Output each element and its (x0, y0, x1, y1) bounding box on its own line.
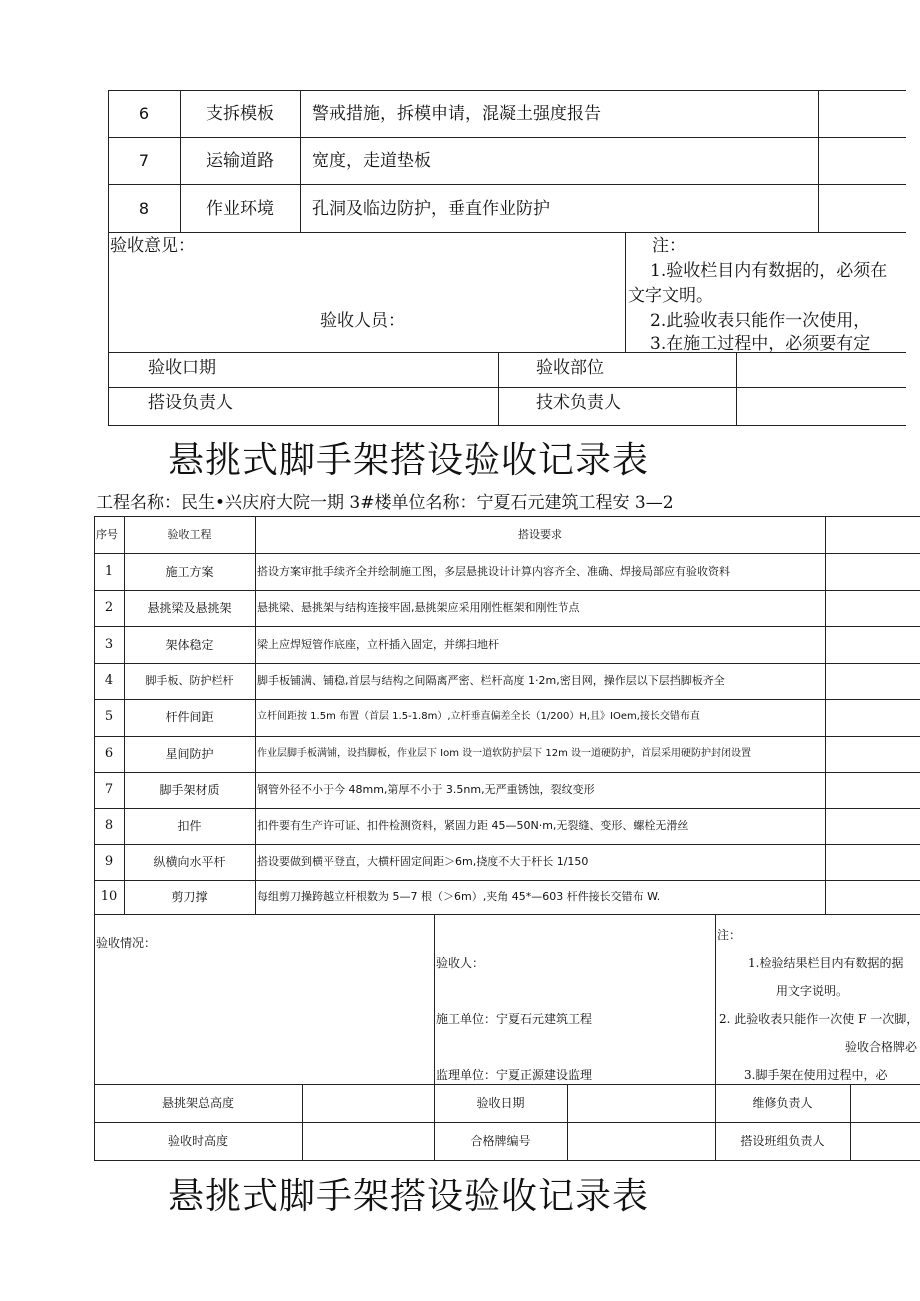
row-item: 纵横向水平杆 (153, 855, 226, 869)
acceptance-location-label: 验收部位 (536, 358, 604, 378)
row-number: 3 (104, 637, 114, 652)
note-line: 3.在施工过程中，必须要有定 (650, 334, 871, 354)
project-name-line: 工程名称：民生•兴庆府大院一期 3#楼单位名称：宁夏石元建筑工程安 3—2 (96, 493, 674, 513)
inspection-label: 验收情况： (96, 936, 157, 950)
row-item: 施工方案 (165, 565, 214, 579)
row-item: 脚手板、防护栏杆 (145, 674, 234, 687)
row-requirement: 警戒措施，拆模申请，混凝土强度报告 (312, 104, 601, 124)
col-header-number: 序号 (96, 528, 118, 541)
notes-heading: 注： (717, 928, 742, 942)
row-number: 4 (104, 673, 114, 688)
section-title: 悬挑式脚手架搭设验收记录表 (168, 440, 650, 481)
row-requirement: 扣件要有生产许可证、扣件检测资料，紧固力距 45—50N·m,无裂缝、变形、螺栓无滑丝 (257, 819, 689, 832)
row-number: 8 (138, 199, 150, 218)
row-item: 架体稳定 (165, 638, 214, 652)
acceptance-date-label: 验收日期 (476, 1096, 525, 1110)
total-height-label: 悬挑架总高度 (161, 1096, 234, 1110)
row-requirement: 悬挑梁、悬挑架与结构连接牢固,悬挑架应采用刚性框架和刚性节点 (257, 601, 580, 614)
note-line: 验收合格牌必 (845, 1040, 918, 1054)
technical-in-charge-label: 技术负责人 (536, 393, 621, 413)
team-leader-label: 搭设班组负责人 (740, 1134, 825, 1148)
builder-in-charge-label: 搭设负责人 (148, 393, 233, 413)
note-line: 2.此验收表只能作一次使用， (650, 311, 871, 331)
row-requirement: 脚手板铺满、铺稳,首层与结构之间隔离严密、栏杆高度 1·2m,密目网，操作层以下层挡脚板齐全 (257, 674, 725, 687)
row-requirement: 作业层脚手板满铺，设挡脚板，作业层下 Iom 设一道软防护层下 12m 设一道硬防护，首层采用硬防护封闭设置 (257, 748, 751, 759)
row-number: 9 (104, 854, 114, 869)
inspector-label: 验收人员： (320, 311, 405, 331)
row-requirement: 宽度，走道垫板 (312, 151, 431, 171)
row-number: 8 (104, 818, 114, 833)
row-number: 7 (138, 151, 150, 170)
note-line: 用文字说明。 (776, 984, 849, 998)
row-requirement: 孔洞及临边防护，垂直作业防护 (312, 199, 550, 219)
row-number: 6 (138, 104, 150, 123)
row-requirement: 搭设要做到横平登直，大横杆固定间距＞6m,挠度不大于杆长 1/150 (257, 855, 589, 868)
row-item: 运输道路 (206, 151, 274, 171)
opinion-label: 验收意见： (110, 236, 195, 256)
row-item: 杆件间距 (165, 710, 214, 724)
row-requirement: 立杆间距按 1.5m 布置（首层 1.5-1.8m）,立杆垂直偏差全长（1/200）H,且》IOem,接长交错布直 (257, 711, 700, 722)
note-line: 3.脚手架在使用过程中，必 (744, 1068, 888, 1082)
note-line: 文字文明。 (628, 286, 713, 306)
row-item: 悬挑梁及悬挑架 (147, 601, 232, 615)
row-requirement: 钢管外径不小于今 48mm,第厚不小于 3.5nm,无严重锈蚀，裂纹变形 (257, 783, 595, 796)
row-requirement: 梁上应焊短管作底座，立杆插入固定，并绑扫地杆 (257, 638, 499, 651)
row-item: 星间防护 (165, 747, 214, 761)
inspector-label: 验收人： (436, 956, 485, 970)
row-number: 2 (104, 600, 114, 615)
col-header-item: 验收工程 (167, 528, 212, 541)
row-item: 支拆模板 (206, 104, 274, 124)
row-item: 脚手架材质 (159, 783, 220, 797)
row-number: 5 (104, 709, 114, 724)
notes-heading: 注： (652, 236, 686, 256)
row-item: 作业环境 (206, 199, 274, 219)
row-requirement: 每组剪刀操跨越立杆根数为 5—7 根（＞6m）,夹角 45*—603 杆件接长交错布 W. (257, 890, 661, 903)
note-line: 1.验收栏目内有数据的，必须在 (650, 261, 888, 281)
acceptance-height-label: 验收时高度 (167, 1134, 228, 1148)
acceptance-date-label: 验收口期 (148, 358, 216, 378)
row-requirement: 搭设方案审批手续齐全并绘制施工图，多层悬挑设计计算内容齐全、准确、焊接局部应有验收资料 (257, 565, 730, 578)
maintenance-person-label: 维修负责人 (752, 1096, 813, 1110)
col-header-requirement: 搭设要求 (518, 528, 562, 541)
row-number: 7 (104, 782, 114, 797)
row-number: 10 (100, 889, 118, 904)
row-item: 剪刀撑 (171, 890, 208, 904)
supervision-unit: 监理单位：宁夏正源建设监理 (436, 1068, 593, 1082)
construction-unit: 施工单位：宁夏石元建筑工程 (436, 1012, 593, 1026)
note-line: 1.检验结果栏目内有数据的据 (748, 956, 904, 970)
row-number: 1 (104, 564, 114, 579)
bottom-title: 悬挑式脚手架搭设验收记录表 (168, 1176, 650, 1217)
badge-number-label: 合格牌编号 (470, 1134, 531, 1148)
note-line: 2. 此验收表只能作一次使 F 一次脚， (719, 1012, 919, 1026)
row-item: 扣件 (177, 819, 202, 833)
row-number: 6 (104, 746, 114, 761)
